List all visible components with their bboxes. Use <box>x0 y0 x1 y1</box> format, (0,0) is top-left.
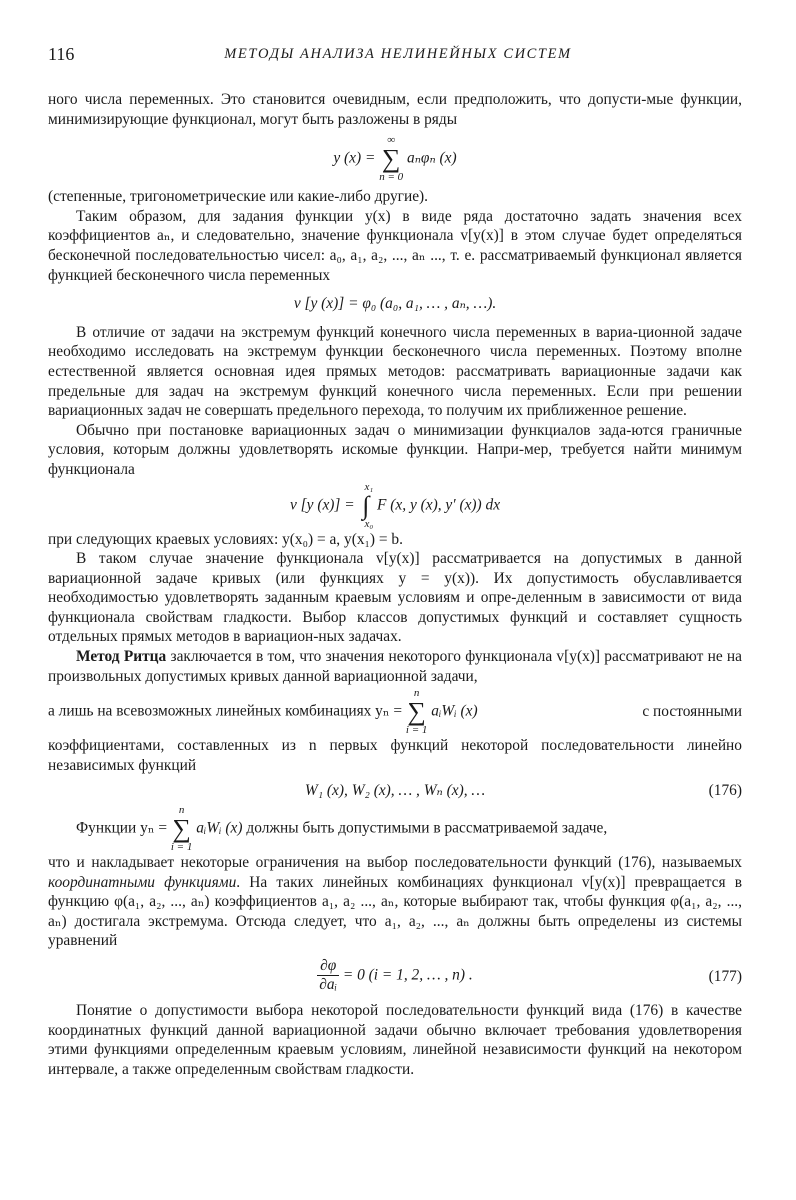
running-head: МЕТОДЫ АНАЛИЗА НЕЛИНЕЙНЫХ СИСТЕМ <box>224 46 572 62</box>
sum-lower-limit: n = 0 <box>379 171 404 184</box>
sum-symbol: ∑ <box>407 697 426 727</box>
equation-176 <box>48 781 742 801</box>
paragraph-6: при следующих краевых условиях: y(x₀) = a, y(x₁) = b. <box>48 530 403 548</box>
paragraph-9-term: aᵢWᵢ (x) <box>431 702 478 720</box>
equation-series-left: y (x) = <box>333 149 380 167</box>
integral-symbol: ∫ <box>362 490 370 520</box>
paragraph-8-text: заключается в том, что значения некоторого функционала v[y(x)] рассматривают не на произвольных допустимых кривых данной вариационной задачи, <box>48 648 743 685</box>
sum-symbol: ∑ <box>381 144 401 174</box>
equation-integral-left: v [y (x)] = <box>289 496 359 514</box>
sum-operator <box>171 805 192 853</box>
paragraph-12-text-a: что и накладывает некоторые ограничения на выбор последовательности функций (176), называемых <box>48 854 742 872</box>
paragraph-4: В отличие от задачи на экстремум функций конечного числа переменных в вариа-ционной задаче необходимо исследовать на экстремум функции бесконечного числа переменных. Поэтому вполне естественной является основная идея прямых методов: рассматривать вариационные задачи как предельные для задач на экстремум функций конечного числа переменных. Если при решении вариационных задач не совершать предельного перехода, то получим их приближенное решение. <box>48 323 742 420</box>
paragraph-10: коэффициентами, составленных из n первых функций некоторой последовательности линейно независимых функций <box>48 737 742 774</box>
paragraph-9-lead <box>48 688 478 736</box>
paragraph-11-term: aᵢWᵢ (x) <box>196 819 243 837</box>
fraction-numerator: ∂φ <box>317 957 339 976</box>
paragraph-1: ного числа переменных. Это становится очевидным, если предположить, что допусти-мые функции, минимизирующие функционал, могут быть разложены в ряды <box>48 91 742 128</box>
fraction-denominator: ∂aᵢ <box>319 976 338 994</box>
page-header <box>48 44 748 68</box>
integral-operator <box>358 482 373 530</box>
sum-operator <box>406 688 427 736</box>
page-number: 116 <box>48 44 75 64</box>
sum-upper-limit: n <box>413 687 420 700</box>
ritz-method-term: Метод Ритца <box>76 648 167 666</box>
integral-lower-limit: x₀ <box>364 517 374 530</box>
sum-operator <box>379 135 403 183</box>
equation-176-text: W₁ (x), W₂ (x), … , Wₙ (x), … <box>304 782 486 800</box>
paragraph-8 <box>48 647 742 686</box>
paragraph-12 <box>48 853 742 951</box>
equation-series <box>48 135 742 183</box>
sum-symbol: ∑ <box>172 814 191 844</box>
paragraph-7: В таком случае значение функционала v[y(x)] рассматривается на допустимых в данной вариационной задаче кривых (или функциях y = y(x)). Их допустимость обуславливается необходимостью удовлетворять заданным краевым условиям и опре-деленным в зависимости от вида функционала свойствам гладкости. Выбор классов допустимых функций и составляет сущность отдельных прямых методов в вариацион-ных задачах. <box>48 550 742 646</box>
equation-series-right: aₙφₙ (x) <box>407 149 457 167</box>
paragraph-9-tail: с постоянными <box>642 703 742 721</box>
paragraph-12-text-b: . На таких линейных комбинациях функционал v[y(x)] превращается в функцию φ(a₁, a₂, ..., aₙ) коэффициентов a₁, a₂ ..., aₙ, которые выбирают так, чтобы функция φ(a₁, a₂, ..., aₙ) достигала экстремума. Отсюда следует, что a₁, a₂, ..., aₙ должны быть определены из системы уравнений <box>48 873 742 950</box>
paragraph-11 <box>48 805 742 853</box>
sum-upper-limit: n <box>178 804 185 817</box>
equation-number-176: (176) <box>708 782 742 800</box>
paragraph-2: (степенные, тригонометрические или какие-либо другие). <box>48 188 429 206</box>
equation-number-177: (177) <box>708 968 742 985</box>
paragraph-9 <box>48 688 742 736</box>
equation-integral <box>48 482 742 530</box>
paragraph-13: Понятие о допустимости выбора некоторой последовательности функций вида (176) в качестве координатных функций данной вариационной задачи обычно включает требования удовлетворения этими функциями определенным краевым условиям, линейной независимости функций на некотором интервале, а также определенным свойствам гладкости. <box>48 1001 742 1078</box>
paragraph-11-tail: должны быть допустимыми в рассматриваемой задаче, <box>246 819 608 837</box>
sum-upper-limit: ∞ <box>387 134 396 147</box>
paragraph-11-lead: Функции yₙ = <box>76 819 171 837</box>
equation-integral-right: F (x, y (x), y′ (x)) dx <box>377 496 501 514</box>
sum-lower-limit: i = 1 <box>170 841 193 854</box>
paragraph-9-lead-text: а лишь на всевозможных линейных комбинациях yₙ = <box>48 702 406 720</box>
equation-177 <box>48 957 742 995</box>
paragraph-3: Таким образом, для задания функции y(x) в виде ряда достаточно задать значения всех коэффициентов aₙ, и следовательно, значение функционала v[y(x)] в этом случае будет определяться бесконечной последовательностью чисел: a₀, a₁, a₂, ..., aₙ ..., т. е. рассматриваемый функционал является функцией бесконечного числа переменных <box>48 207 742 284</box>
integral-upper-limit: x₁ <box>364 480 374 493</box>
partial-derivative-fraction <box>317 957 339 995</box>
equation-functional: v [y (x)] = φ₀ (a₀, a₁, … , aₙ, …). <box>293 295 497 313</box>
coordinate-functions-term: координатными функциями <box>48 873 237 891</box>
equation-177-rest: = 0 (i = 1, 2, … , n) . <box>342 966 473 984</box>
page-body <box>48 90 742 1079</box>
sum-lower-limit: i = 1 <box>405 724 428 737</box>
paragraph-5: Обычно при постановке вариационных задач о минимизации функциалов зада-ются граничные условия, которым должны удовлетворять искомые функции. Напри-мер, требуется найти минимум функционала <box>48 421 742 478</box>
